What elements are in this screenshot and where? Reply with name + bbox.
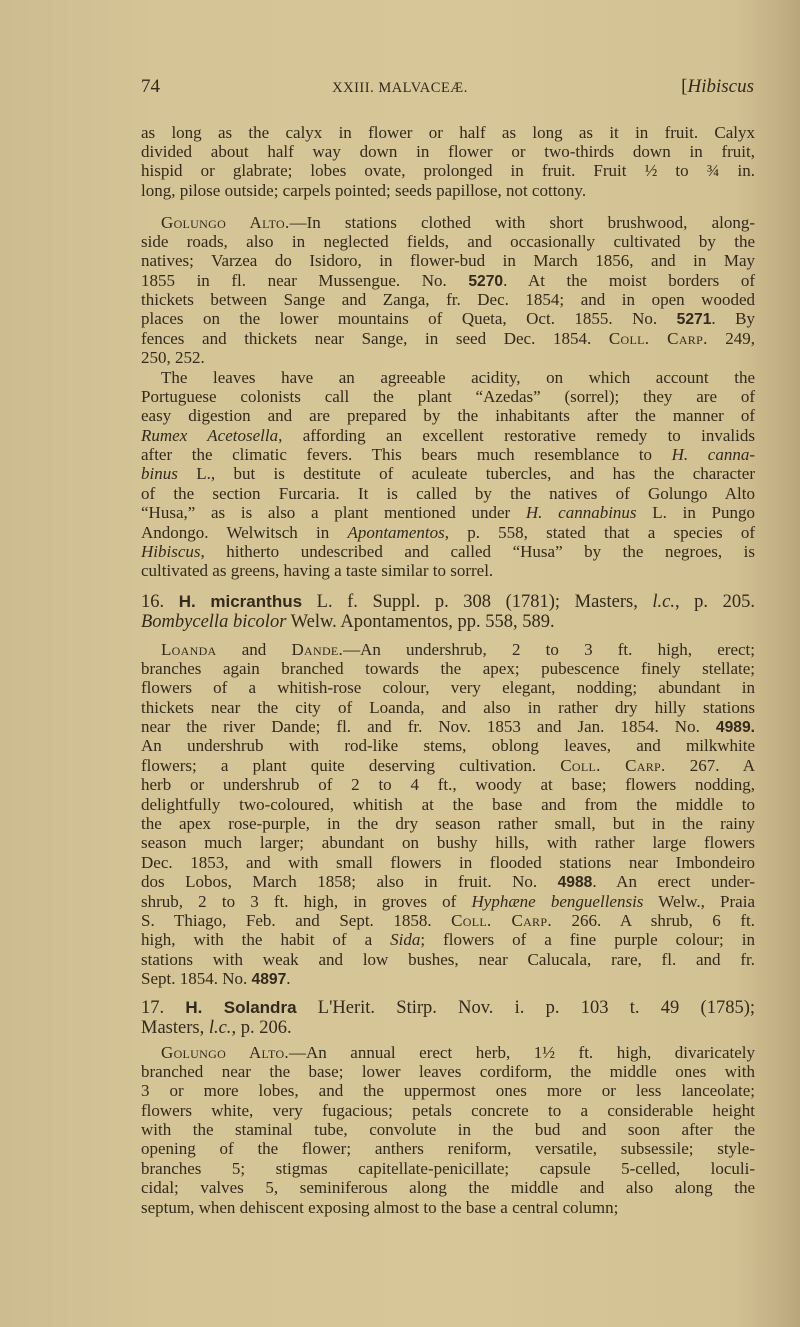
- small-caps-text: Coll. Carp.: [451, 910, 552, 930]
- text-run: flowers white, very fugacious; petals concrete to a considerable height: [141, 1100, 755, 1120]
- text-line: [141, 161, 755, 180]
- italic-text: H. cannabinus: [525, 503, 637, 523]
- bracket: [: [681, 76, 688, 97]
- italic-text: binus: [141, 464, 178, 484]
- running-title: XXIII. MALVACEÆ.: [332, 80, 468, 96]
- text-line: [141, 1081, 755, 1100]
- text-run: L. f. Suppl. p. 308 (1781); Masters,: [302, 591, 653, 612]
- text-line: [141, 406, 755, 425]
- text-line: [141, 503, 755, 522]
- text-run: 17.: [141, 997, 186, 1018]
- italic-text: Apontamentos: [347, 522, 445, 542]
- text-run: Andongo. Welwitsch in: [141, 522, 348, 542]
- text-run: —In stations clothed with short brushwood, along-: [289, 212, 755, 232]
- text-line: [141, 542, 755, 561]
- text-run: hispid or glabrate; lobes ovate, prolonged in fruit. Fruit ½ to ¾ in.: [141, 161, 755, 181]
- text-run: .: [286, 969, 291, 989]
- text-line: [141, 640, 755, 659]
- text-line: [141, 271, 755, 290]
- bold-text: H. micranthus: [178, 591, 303, 611]
- text-run: septum, when dehiscent exposing almost to the base a central column;: [141, 1197, 619, 1217]
- paragraph: [141, 1043, 755, 1218]
- small-caps-text: Coll. Carp.: [608, 328, 708, 348]
- text-run: places on the lower mountains of Queta, Oct. 1855. No.: [141, 309, 677, 329]
- text-line: [141, 591, 755, 613]
- text-line: [141, 445, 755, 464]
- text-run: season much larger; abundant on bushy hills, with rather large flowers: [141, 833, 755, 853]
- text-run: side roads, also in neglected fields, and occasionally cultivated by the: [141, 231, 755, 251]
- text-run: —An annual erect herb, 1½ ft. high, divaricately: [288, 1042, 755, 1062]
- text-line: [141, 997, 755, 1019]
- italic-text: Hibiscus: [141, 542, 201, 562]
- text-run: as long as the calyx in flower or half as long as it in fruit. Calyx: [141, 122, 755, 142]
- text-run: , p. 206.: [231, 1018, 292, 1038]
- genus-name: Hibiscus: [687, 76, 754, 97]
- text-run: Portuguese colonists call the plant “Azedas” (sorrel); they are of: [141, 386, 755, 406]
- text-line: [141, 387, 755, 406]
- text-line: [141, 833, 755, 852]
- text-line: [141, 1198, 755, 1217]
- text-line: [141, 1120, 755, 1139]
- text-run: , affording an excellent restorative remedy to invalids: [278, 425, 755, 445]
- text-line: [141, 814, 755, 833]
- text-run: . By: [711, 309, 755, 329]
- italic-text: H. canna-: [671, 445, 755, 465]
- bold-text: 4989.: [715, 719, 755, 737]
- text-line: [141, 464, 755, 483]
- text-run: 3 or more lobes, and the uppermost ones more or less lanceolate;: [141, 1081, 755, 1101]
- italic-text: Rumex Acetosella: [141, 425, 279, 445]
- text-line: [141, 736, 755, 755]
- text-run: dos Lobos, March 1858; also in fruit. No.: [141, 872, 558, 892]
- text-run: the apex rose-purple, in the dry season rather small, but in the rainy: [141, 814, 755, 834]
- text-line: [141, 329, 755, 348]
- text-run: divided about half way down in flower or two-thirds down in fruit,: [141, 141, 755, 161]
- text-line: [141, 213, 755, 232]
- text-run: , p. 558, stated that a species of: [444, 522, 755, 542]
- italic-text: l.c.: [652, 591, 675, 612]
- text-run: 1855 in fl. near Mussengue. No.: [141, 270, 469, 290]
- italic-text: Sida: [390, 930, 421, 950]
- text-run: , p. 205.: [675, 591, 755, 612]
- bold-text: 5270: [468, 272, 504, 290]
- text-run: herb or undershrub of 2 to 4 ft., woody at base; flowers nodding,: [141, 775, 755, 795]
- species-heading: [141, 591, 755, 634]
- text-run: 250, 252.: [141, 348, 205, 368]
- text-line: [141, 930, 755, 949]
- text-line: [141, 717, 755, 736]
- text-run: L'Herit. Stirp. Nov. i. p. 103 t. 49 (1785);: [296, 997, 755, 1018]
- text-run: fences and thickets near Sange, in seed Dec. 1854.: [141, 328, 609, 348]
- text-line: [141, 892, 755, 911]
- text-line: [141, 1101, 755, 1120]
- text-line: [141, 659, 755, 678]
- text-run: . An erect under-: [592, 872, 755, 892]
- text-line: [141, 309, 755, 328]
- page-number: 74: [141, 76, 160, 97]
- text-run: of the section Furcaria. It is called by the natives of Golungo Alto: [141, 483, 755, 503]
- text-line: [141, 911, 755, 930]
- text-line: [141, 1139, 755, 1158]
- paragraph: [141, 123, 755, 201]
- text-run: stations with weak and low bushes, near Calucala, rare, fl. and fr.: [141, 949, 755, 969]
- text-line: [141, 872, 755, 891]
- bold-text: 4897: [251, 971, 287, 989]
- text-run: 267. A: [665, 755, 755, 775]
- text-line: [141, 775, 755, 794]
- text-line: [141, 1062, 755, 1081]
- bold-text: 5271: [676, 311, 712, 329]
- text-line: [141, 368, 755, 387]
- small-caps-text: Golungo Alto.: [161, 1042, 289, 1062]
- paragraph: [141, 213, 755, 368]
- text-run: Masters,: [141, 1018, 209, 1038]
- small-caps-text: Dande.: [291, 639, 344, 659]
- text-run: cultivated as greens, having a taste similar to sorrel.: [141, 561, 494, 581]
- text-run: S. Thiago, Feb. and Sept. 1858.: [141, 910, 452, 930]
- text-run: Sept. 1854. No.: [141, 969, 252, 989]
- text-run: . At the moist borders of: [503, 270, 755, 290]
- text-run: 16.: [141, 591, 179, 612]
- text-run: The leaves have an agreeable acidity, on which account the: [161, 367, 755, 387]
- small-caps-text: Coll. Carp.: [560, 755, 666, 775]
- text-line: [141, 181, 755, 200]
- text-line: [141, 348, 755, 367]
- text-run: branches 5; stigmas capitellate-penicillate; capsule 5-celled, loculi-: [141, 1158, 755, 1178]
- text-run: with the staminal tube, convolute in the bud and soon after the: [141, 1120, 755, 1140]
- text-line: [141, 969, 755, 988]
- text-line: [141, 290, 755, 309]
- text-run: thickets between Sange and Zanga, fr. Dec. 1854; and in open wooded: [141, 290, 755, 310]
- species-heading: [141, 997, 755, 1040]
- bold-text: H. Solandra: [185, 997, 297, 1017]
- text-run: shrub, 2 to 3 ft. high, in groves of: [141, 891, 472, 911]
- small-caps-text: Loanda: [161, 639, 217, 659]
- text-line: [141, 251, 755, 270]
- text-run: and: [216, 639, 292, 659]
- text-line: [141, 561, 755, 580]
- text-run: high, with the habit of a: [141, 930, 391, 950]
- text-line: [141, 678, 755, 697]
- text-run: thickets near the city of Loanda, and also in rather dry hilly stations: [141, 697, 755, 717]
- text-line: [141, 1043, 755, 1062]
- text-run: natives; Varzea do Isidoro, in flower-bud in March 1856, and in May: [141, 251, 755, 271]
- paragraph: [141, 640, 755, 989]
- small-caps-text: Golungo Alto.: [161, 212, 290, 232]
- text-run: L., but is destitute of aculeate tubercles, and has the character: [177, 464, 755, 484]
- paragraph: [141, 368, 755, 581]
- text-run: 249,: [707, 328, 755, 348]
- italic-text: Bombycella bicolor: [141, 612, 287, 632]
- text-run: , hitherto undescribed and called “Husa” by the negroes, is: [200, 542, 755, 562]
- text-line: [141, 1018, 755, 1040]
- text-run: flowers of a whitish-rose colour, very elegant, nodding; abundant in: [141, 678, 755, 698]
- italic-text: l.c.: [208, 1018, 232, 1038]
- text-line: [141, 1178, 755, 1197]
- text-line: [141, 795, 755, 814]
- text-line: [141, 950, 755, 969]
- text-line: [141, 484, 755, 503]
- text-run: flowers; a plant quite deserving cultivation.: [141, 755, 561, 775]
- text-line: [141, 853, 755, 872]
- text-run: —An undershrub, 2 to 3 ft. high, erect;: [343, 639, 755, 659]
- text-line: [141, 523, 755, 542]
- bold-text: 4988: [557, 874, 593, 892]
- text-run: branches again branched towards the apex; pubescence finely stellate;: [141, 658, 755, 678]
- text-run: cidal; valves 5, seminiferous along the middle and also along the: [141, 1178, 755, 1198]
- text-line: [141, 142, 755, 161]
- text-run: 266. A shrub, 6 ft.: [551, 910, 755, 930]
- text-run: An undershrub with rod-like stems, oblong leaves, and milkwhite: [141, 736, 755, 756]
- text-line: [141, 756, 755, 775]
- text-run: ; flowers of a fine purple colour; in: [420, 930, 755, 950]
- text-run: after the climatic fevers. This bears much resemblance to: [141, 445, 672, 465]
- text-run: Welw., Praia: [643, 891, 755, 911]
- text-line: [141, 698, 755, 717]
- text-run: “Husa,” as is also a plant mentioned under: [141, 503, 526, 523]
- text-line: [141, 612, 755, 634]
- text-run: long, pilose outside; carpels pointed; seeds papillose, not cottony.: [141, 180, 587, 200]
- text-line: [141, 426, 755, 445]
- text-line: [141, 232, 755, 251]
- running-genus: [681, 76, 754, 98]
- text-run: opening of the flower; anthers reniform, versatile, subsessile; style-: [141, 1139, 755, 1159]
- text-run: near the river Dande; fl. and fr. Nov. 1853 and Jan. 1854. No.: [141, 717, 716, 737]
- text-run: L. in Pungo: [636, 503, 755, 523]
- text-run: easy digestion and are prepared by the inhabitants after the manner of: [141, 406, 755, 426]
- text-run: Welw. Apontamentos, pp. 558, 589.: [286, 612, 555, 632]
- text-run: Dec. 1853, and with small flowers in flooded stations near Imbondeiro: [141, 852, 755, 872]
- text-line: [141, 123, 755, 142]
- text-run: delightfully two-coloured, whitish at the base and from the middle to: [141, 794, 755, 814]
- text-run: branched near the base; lower leaves cordiform, the middle ones with: [141, 1061, 755, 1081]
- italic-text: Hyphæne benguellensis: [471, 891, 644, 911]
- text-line: [141, 1159, 755, 1178]
